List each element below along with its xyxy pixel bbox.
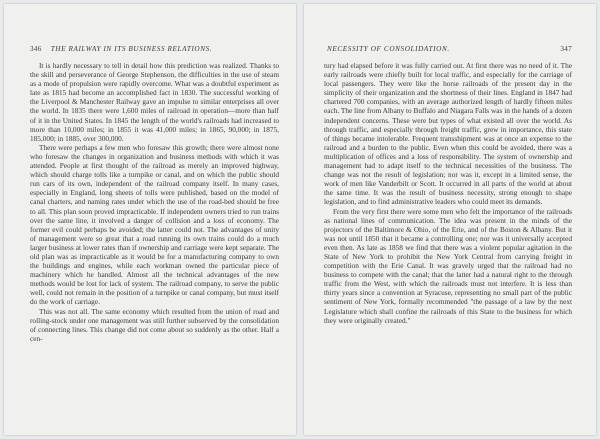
left-body-text xyxy=(30,61,279,343)
left-paragraph-3: This was not all. The same economy which resulted from the union of road and rolling-stock under one management was still further subserved by the consolidation of connecting lines. This change did not come about so suddenly as the other. Half a cen- xyxy=(30,306,279,343)
left-paragraph-1: It is hardly necessary to tell in detail how this prediction was realized. Thanks to the skill and perseverance of George Stephenson, the difficulties in the use of steam as a mode of propulsion were rapidly overcome. What was a doubtful experiment as late as 1815 had become an accomplished fact in 1830. The successful working of the Liverpool & Manchester Railway gave an impulse to similar enterprises all over the world. In 1835 there were 1,600 miles of railroad in operation—more than half of it in the United States. In 1845 the length of the world's railroads had increased to more than 10,000 miles; in 1855 it was 41,000 miles; in 1865, 90,000; in 1875, 185,000; in 1885, over 300,000. xyxy=(30,61,279,143)
right-running-head-title: NECESSITY OF CONSOLIDATION. xyxy=(327,45,450,53)
left-page-number: 346 xyxy=(30,45,42,53)
left-running-head-title: THE RAILWAY IN ITS BUSINESS RELATIONS. xyxy=(50,45,213,53)
left-running-head xyxy=(30,45,279,54)
right-body-text xyxy=(324,61,572,325)
right-paragraph-2: From the very first there were some men who felt the importance of the railroads as national lines of communication. The idea was present in the minds of the projectors of the Baltimore & Ohio, of the Erie, and of the Boston & Albany. But it was not until 1850 that it became a controlling one; nor was it universally accepted even then. As late as 1858 we find that there was a violent popular agitation in the State of New York to prohibit the New York Central from carrying freight in competition with the Erie Canal. It was gravely urged that the railroad had no business to compete with the canal; that the latter had a natural right to the through traffic from the West, with which the railroads must not interfere. It is less than thirty years since a convention at Syracuse, representing no small part of the public sentiment of New York, formally recommended "the passage of a law by the next Legislature which shall confine the railroads of this State to the business for which they were originally created." xyxy=(324,206,572,325)
left-paragraph-2: There were perhaps a few men who foresaw this growth; there were almost none who foresaw the changes in organization and business methods with which it was attended. People at first thought of the railroad as merely an improved highway, which should charge tolls like a turnpike or canal, and on which the public should run cars of its own, independent of the railroad company itself. In many cases, especially in England, long sheets of tolls were published, based on the model of canal charters, and naming rates under which the use of the road-bed should be free to all. This plan soon proved impracticable. If independent owners tried to run trains over the same line, it involved a danger of collision and a loss of economy. The former evil could perhaps be avoided; the latter could not. The advantages of unity of management were so great that a road running its own trains could do a much larger business at lower rates than if ownership and carriage were kept separate. The old plan was as impracticable as it would be for a manufacturing company to own the buildings and engines, while each workman owned the particular piece of machinery which he handled. Almost all the technical advantages of the new methods would be lost for lack of system. The railroad company, to serve the public well, could not remain in the position of a turnpike or canal company, but must itself do the work of carriage. xyxy=(30,142,279,307)
left-page xyxy=(4,4,296,435)
right-running-head xyxy=(324,45,572,54)
right-paragraph-1: tury had elapsed before it was fully carried out. At first there was no need of it. The early railroads were chiefly built for local traffic, and especially for the carriage of local passengers. They were like the horse railroads of the present day in the simplicity of their organization and the shortness of their lines. England in 1847 had chartered 700 companies, with an average authorized length of hardly fifteen miles each. The line from Albany to Buffalo and Niagara Falls was in the hands of a dozen independent concerns. These were but types of what existed all over the world. As through traffic, and especially through freight traffic, grew in importance, this state of things became intolerable. Frequent transshipment was at once an expense to the railroad and a burden to the public. Even when this could be avoided, there was a multiplication of offices and a loss of responsibility. The system of ownership and management had to adapt itself to the technical necessities of the business. The change was not the result of legislation; nor was it, except in a limited sense, the work of men like Vanderbilt or Scott. It occurred in all parts of the world at about the same time. It was the result of business necessity, strong enough to shape legislation, and to find administrative leaders who could meet its demands. xyxy=(324,61,572,207)
right-page xyxy=(304,4,596,435)
right-page-number: 347 xyxy=(560,45,572,53)
